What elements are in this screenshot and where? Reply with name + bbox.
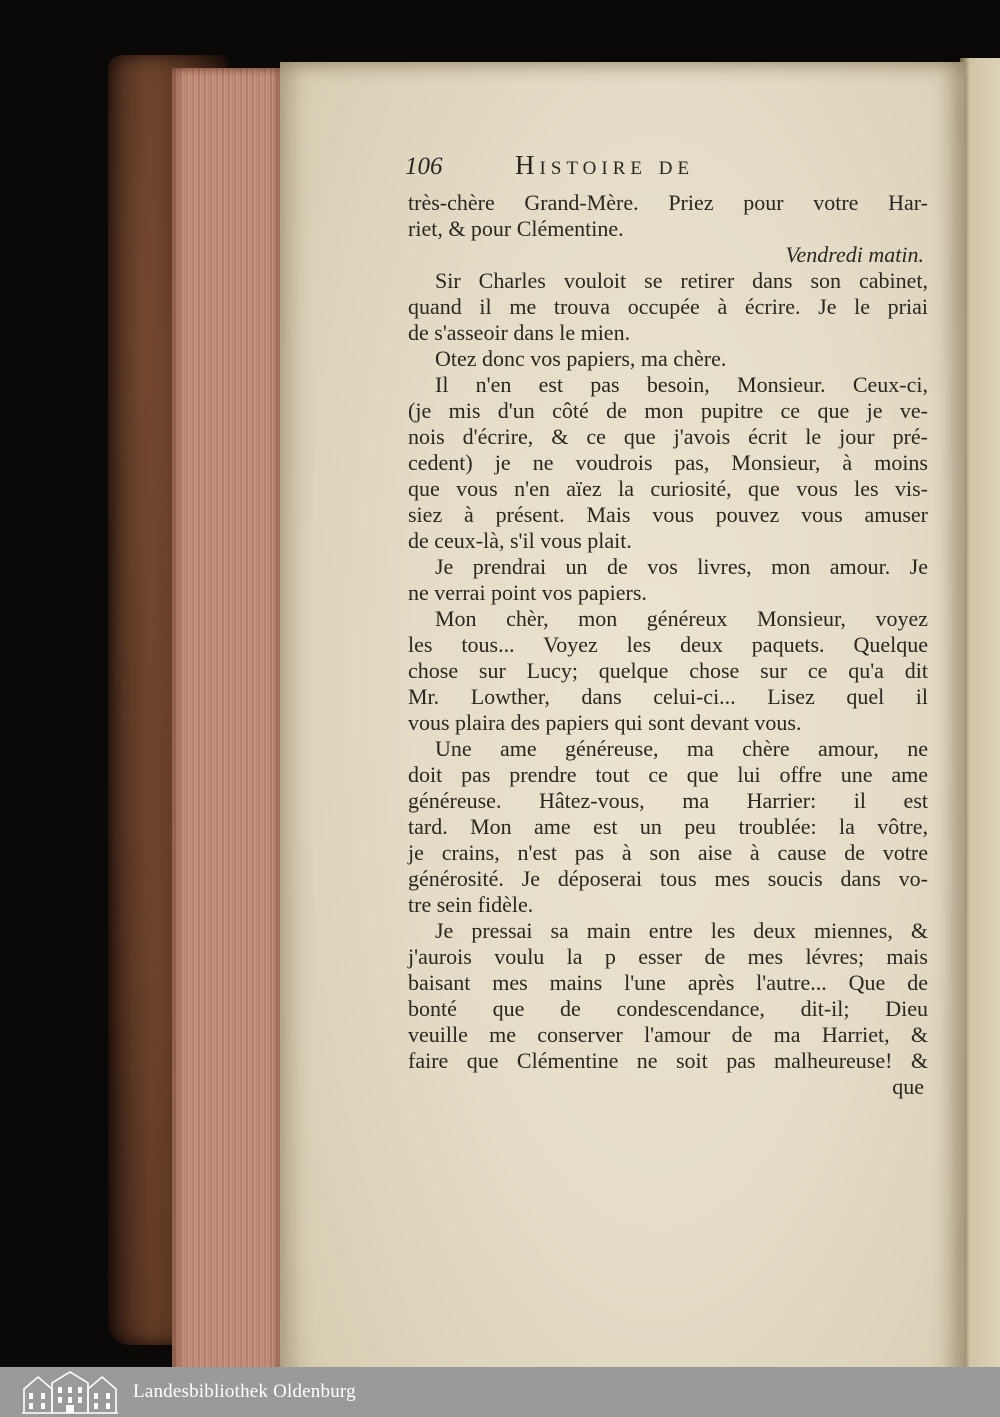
- text-line: de s'asseoir dans le mien.: [408, 320, 631, 345]
- page-number: 106: [405, 153, 443, 180]
- text-line: j'aurois voulu la p esser de mes lévres; mais: [408, 944, 928, 969]
- text-line: Mr. Lowther, dans celui-ci... Lisez quel il: [408, 684, 928, 709]
- text-line: je crains, n'est pas à son aise à cause de votre: [408, 840, 928, 865]
- running-title: Histoire de: [515, 150, 695, 180]
- facing-page-edge: [960, 58, 1000, 1367]
- text-line: Sir Charles vouloit se retirer dans son cabinet,: [435, 268, 928, 293]
- running-head: [405, 150, 928, 190]
- text-line: généreuse. Hâtez-vous, ma Harrier: il est: [408, 788, 928, 813]
- text-line: tard. Mon ame est un peu troublée: la vôtre,: [408, 814, 928, 839]
- text-line: ne verrai point vos papiers.: [408, 580, 647, 605]
- text-line: Je prendrai un de vos livres, mon amour. Je: [435, 554, 928, 579]
- text-line: que vous n'en aïez la curiosité, que vous les vis-: [408, 476, 928, 501]
- footer-bar: [0, 1367, 1000, 1417]
- text-line: très-chère Grand-Mère. Priez pour votre Har-: [408, 190, 928, 215]
- text-line: Otez donc vos papiers, ma chère.: [435, 346, 727, 371]
- text-line: de ceux-là, s'il vous plait.: [408, 528, 632, 553]
- text-line: nois d'écrire, & ce que j'avois écrit le jour pré-: [408, 424, 928, 449]
- text-line: tre sein fidèle.: [408, 892, 534, 917]
- library-building-icon: [20, 1369, 120, 1415]
- text-line: vous plaira des papiers qui sont devant vous.: [408, 710, 802, 735]
- page-edges: [172, 68, 284, 1367]
- text-line: bonté que de condescendance, dit-il; Dieu: [408, 996, 928, 1021]
- text-line: siez à présent. Mais vous pouvez vous amuser: [408, 502, 928, 527]
- text-lines: [408, 190, 928, 1100]
- text-line: riet, & pour Clémentine.: [408, 216, 624, 241]
- text-line: doit pas prendre tout ce que lui offre une ame: [408, 762, 928, 787]
- text-line: faire que Clémentine ne soit pas malheureuse! &: [408, 1048, 928, 1073]
- text-line: veuille me conserver l'amour de ma Harriet, &: [408, 1022, 928, 1047]
- text-line: chose sur Lucy; quelque chose sur ce qu'a dit: [408, 658, 928, 683]
- text-line: générosité. Je déposerai tous mes soucis dans vo-: [408, 866, 928, 891]
- text-line: cedent) je ne voudrois pas, Monsieur, à moins: [408, 450, 928, 475]
- text-line: les tous... Voyez les deux paquets. Quelque: [408, 632, 928, 657]
- text-line: Vendredi matin.: [785, 242, 924, 267]
- page-text: [405, 150, 928, 1100]
- library-name: Landesbibliothek Oldenburg: [133, 1381, 356, 1402]
- text-line: Une ame généreuse, ma chère amour, ne: [435, 736, 928, 761]
- text-line: Il n'en est pas besoin, Monsieur. Ceux-ci,: [435, 372, 928, 397]
- text-line: que: [892, 1074, 924, 1099]
- text-line: baisant mes mains l'une après l'autre... Que de: [408, 970, 928, 995]
- text-line: Mon chèr, mon généreux Monsieur, voyez: [435, 606, 928, 631]
- text-line: Je pressai sa main entre les deux miennes, &: [435, 918, 928, 943]
- text-line: quand il me trouva occupée à écrire. Je le priai: [408, 294, 928, 319]
- text-line: (je mis d'un côté de mon pupitre ce que je ve-: [408, 398, 928, 423]
